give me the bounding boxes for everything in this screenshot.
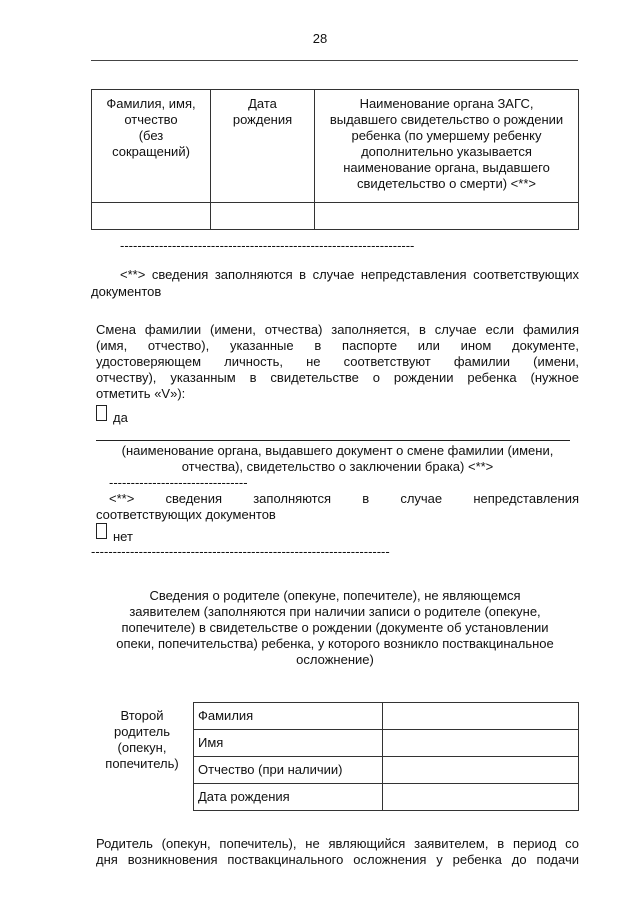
- name-change-line-3: удостоверяющем личность, не соответствуют фамилии (имени,: [96, 354, 579, 369]
- name-change-line-2: (имя, отчество), указанные в паспорте или ином документе,: [96, 338, 579, 353]
- cell-registry-input[interactable]: [315, 203, 579, 230]
- closing-line-1: Родитель (опекун, попечитель), не являющийся заявителем, в период со: [96, 836, 579, 851]
- field-input-first-name[interactable]: [383, 730, 579, 757]
- field-input-surname[interactable]: [383, 703, 579, 730]
- option-no-label: нет: [113, 529, 133, 544]
- footnote-2-line-1: <**> сведения заполняются в случае непредставления: [109, 491, 579, 506]
- name-change-line-5: отметить «V»):: [96, 386, 186, 401]
- table-row: [194, 784, 579, 811]
- issuer-caption-line-1: (наименование органа, выдавшего документ о смене фамилии (имени,: [121, 443, 554, 458]
- field-input-patronymic[interactable]: [383, 757, 579, 784]
- field-label-patronymic: Отчество (при наличии): [194, 757, 383, 784]
- section-title-line-4: опеки, попечительства) ребенка, у которого возникло поствакцинальное: [116, 636, 554, 651]
- field-input-birthdate[interactable]: [383, 784, 579, 811]
- section-title-line-5: осложнение): [296, 652, 374, 667]
- option-yes-label: да: [113, 410, 128, 425]
- name-change-line-1: Смена фамилии (имени, отчества) заполняется, в случае если фамилия: [96, 322, 579, 337]
- header-cell-name: Фамилия, имя, отчество (без сокращений): [92, 90, 211, 203]
- closing-line-2: дня возникновения поствакцинального осложнения у ребенка до подачи: [96, 852, 579, 867]
- short-separator: --------------------------------: [109, 475, 248, 490]
- footnote-line-1: <**> сведения заполняются в случае непредставления соответствующих: [120, 267, 579, 282]
- header-rule: [91, 60, 578, 61]
- second-parent-table: [193, 702, 579, 811]
- section-title-line-1: Сведения о родителе (опекуне, попечителе), не являющемся: [149, 588, 521, 603]
- checkbox-no[interactable]: [96, 523, 107, 539]
- checkbox-yes[interactable]: [96, 405, 107, 421]
- footnote-line-2: документов: [91, 284, 162, 299]
- field-label-first-name: Имя: [194, 730, 383, 757]
- section-title-line-2: заявителем (заполняются при наличии записи о родителе (опекуне,: [129, 604, 541, 619]
- table-row: [92, 203, 579, 230]
- long-separator: ---------------------------------------------------------------------: [91, 544, 390, 559]
- header-cell-registry-office: Наименование органа ЗАГС, выдавшего свидетельство о рождении ребенка (по умершему ребенку дополнительно указывается наименование органа, выдавшего свидетельство о смерти) <**>: [315, 90, 579, 203]
- section-title-line-3: попечителе) в свидетельстве о рождении (документе об установлении: [121, 620, 549, 635]
- field-label-surname: Фамилия: [194, 703, 383, 730]
- table-row: [194, 757, 579, 784]
- issuer-fill-line[interactable]: [96, 440, 570, 441]
- header-cell-birthdate: Дата рождения: [211, 90, 315, 203]
- page-number: 28: [312, 31, 328, 46]
- separator-line: --------------------------------------------------------------------: [120, 238, 415, 253]
- footnote-2-line-2: соответствующих документов: [96, 507, 276, 522]
- issuer-caption-line-2: отчества), свидетельство о заключении брака) <**>: [181, 459, 494, 474]
- cell-name-input[interactable]: [92, 203, 211, 230]
- table-row: [194, 703, 579, 730]
- table-row: [194, 730, 579, 757]
- cell-birthdate-input[interactable]: [211, 203, 315, 230]
- field-label-birthdate: Дата рождения: [194, 784, 383, 811]
- births-table: [91, 89, 579, 230]
- second-parent-label: Второй родитель (опекун, попечитель): [105, 708, 179, 771]
- name-change-line-4: отчеству), указанным в свидетельстве о рождении ребенка (нужное: [96, 370, 579, 385]
- table-header-row: [92, 90, 579, 203]
